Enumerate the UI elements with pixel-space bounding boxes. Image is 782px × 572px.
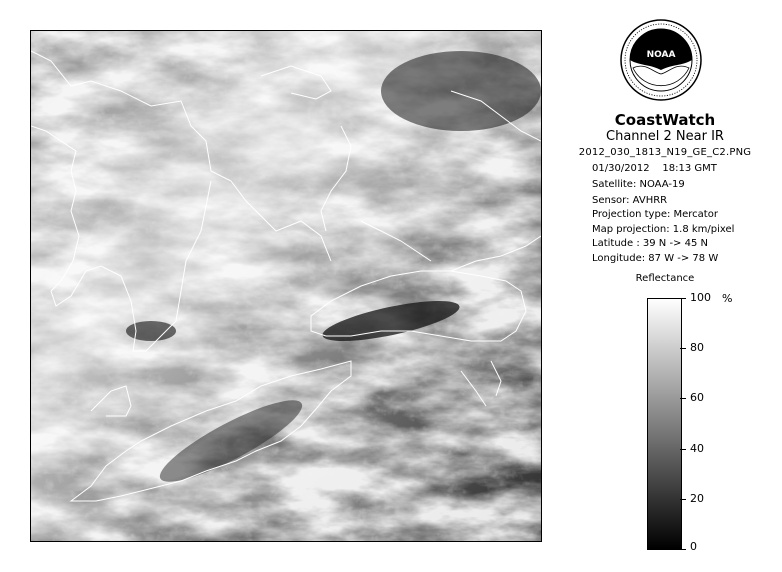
colorbar-tick-label: 60 bbox=[690, 391, 704, 404]
latitude-label: Latitude : 39 N -> 45 N bbox=[592, 238, 708, 249]
colorbar-tick bbox=[680, 499, 686, 500]
sensor-label: Sensor: AVHRR bbox=[592, 195, 668, 206]
colorbar-tick bbox=[680, 348, 686, 349]
reflectance-colorbar bbox=[647, 298, 682, 550]
satellite-label: Satellite: NOAA-19 bbox=[592, 179, 685, 190]
colorbar-tick bbox=[680, 449, 686, 450]
date-time bbox=[592, 163, 717, 174]
map-projection-label: Map projection: 1.8 km/pixel bbox=[592, 224, 735, 235]
map-image bbox=[31, 31, 541, 541]
satellite-map bbox=[30, 30, 542, 542]
colorbar-tick-label: 0 bbox=[690, 540, 697, 553]
time-label: 18:13 GMT bbox=[662, 163, 717, 174]
noaa-seal-icon bbox=[619, 18, 703, 102]
channel-label: Channel 2 Near IR bbox=[606, 129, 724, 144]
colorbar-label: Reflectance bbox=[635, 273, 695, 284]
colorbar-tick-label: 40 bbox=[690, 442, 704, 455]
filename-label: 2012_030_1813_N19_GE_C2.PNG bbox=[578, 147, 752, 158]
colorbar-tick-label: 80 bbox=[690, 341, 704, 354]
colorbar-tick-label: 100 bbox=[690, 291, 711, 304]
colorbar-tick bbox=[680, 549, 686, 550]
product-title: CoastWatch bbox=[614, 111, 716, 129]
colorbar-unit: % bbox=[722, 292, 733, 305]
logo-text: NOAA bbox=[646, 50, 676, 60]
colorbar-tick-label: 20 bbox=[690, 492, 704, 505]
projection-type-label: Projection type: Mercator bbox=[592, 209, 718, 220]
date-label: 01/30/2012 bbox=[592, 163, 650, 174]
longitude-label: Longitude: 87 W -> 78 W bbox=[592, 253, 719, 264]
colorbar-tick bbox=[680, 398, 686, 399]
noaa-logo bbox=[619, 18, 703, 102]
colorbar-tick bbox=[680, 298, 686, 299]
